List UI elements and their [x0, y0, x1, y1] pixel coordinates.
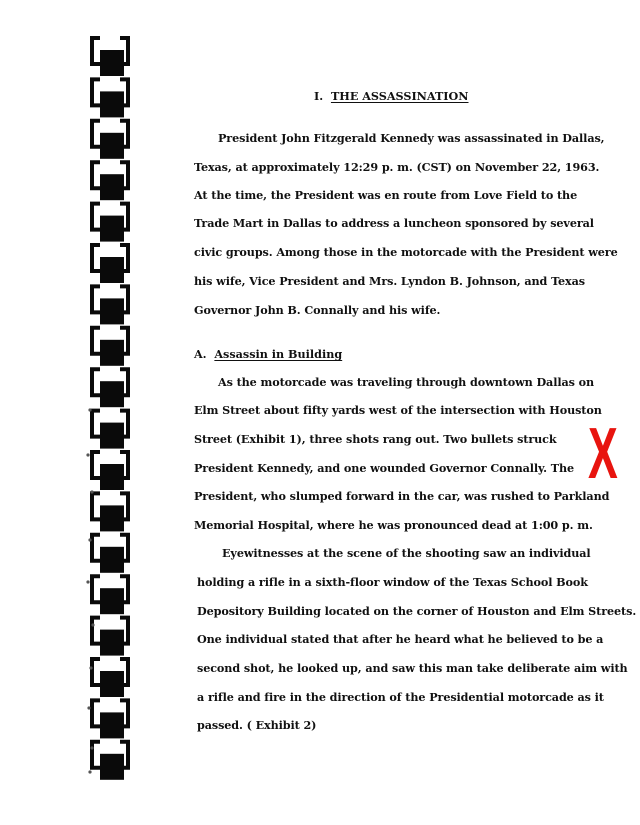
binding-ring [100, 133, 124, 159]
text-line: his wife, Vice President and Mrs. Lyndon B. Johnson, and Texas [194, 274, 585, 288]
spiral-binding [0, 0, 160, 825]
text-line: As the motorcade was traveling through downtown Dallas on [218, 375, 595, 389]
subsection-letter: A. [194, 347, 207, 361]
scan-speck [90, 746, 93, 749]
scan-speck [86, 580, 89, 583]
scan-speck [88, 408, 91, 411]
text-line: Eyewitnesses at the scene of the shooting saw an individual [222, 546, 591, 560]
binding-ring [100, 712, 124, 738]
binding-ring [100, 671, 124, 697]
text-line: civic groups. Among those in the motorcade with the President were [194, 245, 618, 259]
binding-ring [100, 423, 124, 449]
text-line: Depository Building located on the corner of Houston and Elm Streets. [197, 604, 637, 618]
binding-ring [100, 216, 124, 242]
text-line: Street (Exhibit 1), three shots rang out. Two bullets struck [194, 432, 557, 446]
text-line: President, who slumped forward in the car, was rushed to Parkland [194, 489, 610, 503]
red-x-margin-mark: X [588, 414, 618, 494]
scan-speck [91, 623, 94, 626]
subsection-heading [194, 347, 342, 361]
text-line: Elm Street about fifty yards west of the intersection with Houston [194, 403, 602, 417]
text-line: President John Fitzgerald Kennedy was assassinated in Dallas, [218, 131, 605, 145]
scan-speck [90, 490, 93, 493]
binding-ring [100, 50, 124, 76]
subsection-title: Assassin in Building [214, 347, 343, 361]
text-line: Memorial Hospital, where he was pronounced dead at 1:00 p. m. [194, 518, 593, 532]
scan-speck [86, 453, 89, 456]
binding-ring [100, 630, 124, 656]
text-line: second shot, he looked up, and saw this man take deliberate aim with [197, 661, 628, 675]
scan-speck [88, 770, 91, 773]
text-line: Governor John B. Connally and his wife. [194, 303, 441, 317]
section-heading [314, 89, 469, 103]
binding-ring [100, 754, 124, 780]
binding-ring [100, 298, 124, 324]
text-line: passed. ( Exhibit 2) [197, 718, 317, 732]
scan-speck [89, 666, 92, 669]
binding-ring [100, 340, 124, 366]
text-line: Trade Mart in Dallas to address a luncheon sponsored by several [194, 216, 594, 230]
binding-ring [100, 174, 124, 200]
text-line: President Kennedy, and one wounded Governor Connally. The [194, 461, 575, 475]
text-line: a rifle and fire in the direction of the Presidential motorcade as it [197, 690, 604, 704]
binding-ring [100, 588, 124, 614]
binding-ring [100, 381, 124, 407]
text-line: holding a rifle in a sixth-floor window of the Texas School Book [197, 575, 588, 589]
binding-ring [100, 547, 124, 573]
text-line: One individual stated that after he heard what he believed to be a [197, 632, 604, 646]
binding-ring [100, 464, 124, 490]
heading-number: I. [314, 89, 324, 103]
binding-ring [100, 505, 124, 531]
heading-title: THE ASSASSINATION [330, 89, 469, 103]
binding-ring [100, 91, 124, 117]
text-line: At the time, the President was en route from Love Field to the [194, 188, 578, 202]
binding-ring [100, 257, 124, 283]
text-line: Texas, at approximately 12:29 p. m. (CST) on November 22, 1963. [194, 160, 600, 174]
scan-speck [87, 706, 90, 709]
scan-speck [88, 538, 91, 541]
